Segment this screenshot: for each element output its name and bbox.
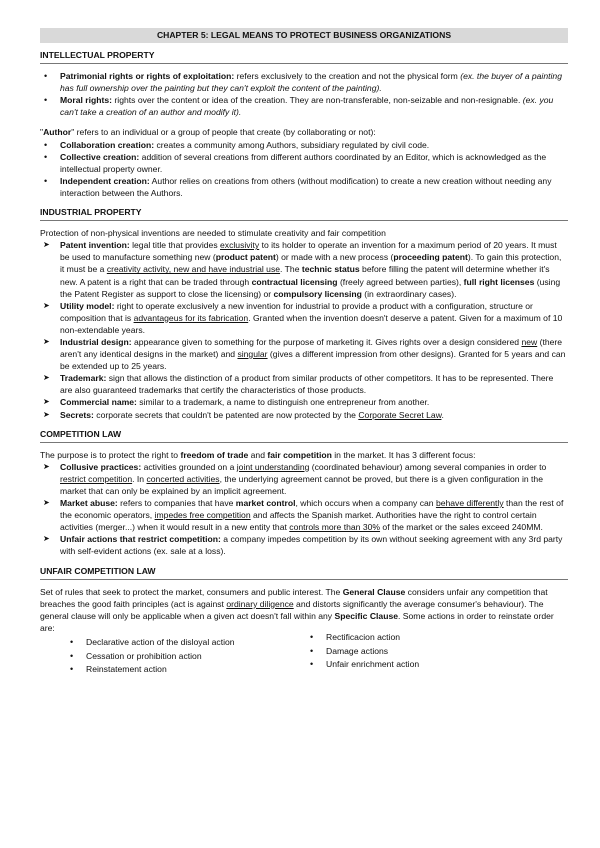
author-paragraph: "Author" refers to an individual or a group of people that create (by collaborating or not): xyxy=(40,127,376,138)
actions-columns xyxy=(40,632,568,677)
list-item: ➤ Utility model: right to operate exclusively a new invention for industrial to provide a product with a configuration, structure or composition that is advantageus for its fabrication. Granted when the invention doesn't deserve a patent. Given for a maximum of 10 non-extendable years. xyxy=(40,300,568,336)
creation-types-list xyxy=(40,139,568,199)
list-item: ➤ Collusive practices: activities grounded on a joint understanding (coordinated behaviour) among several companies in order to restrict competition. In concerted activities, the underlying agreement cannot be proved, but there is a given configuration in the market that can only be explained by an implicit agreement. xyxy=(40,461,568,497)
list-item: • Declarative action of the disloyal action xyxy=(40,636,304,648)
list-item: ➤ Commercial name: similar to a trademark, a name to distinguish one entrepreneur from another. xyxy=(40,396,568,408)
intellectual-rights-list xyxy=(40,70,568,118)
list-item: • Collective creation: addition of several creations from different authors coordinated by an Editor, which is acknowledged as the intellectual property owner. xyxy=(40,151,568,175)
list-item: ➤ Secrets: corporate secrets that couldn't be patented are now protected by the Corporate Secret Law. xyxy=(40,409,568,421)
document-page xyxy=(40,28,568,677)
industrial-intro: Protection of non-physical inventions are needed to stimulate creativity and fair competition xyxy=(40,228,386,239)
list-item: • Collaboration creation: creates a community among Authors, subsidiary regulated by civil code. xyxy=(40,139,568,151)
list-item: • Independent creation: Author relies on creations from others (without modification) to create a new creation without needing any interaction between the Authors. xyxy=(40,175,568,199)
list-item: • Cessation or prohibition action xyxy=(40,650,304,662)
actions-right-list xyxy=(304,631,568,677)
list-item: • Moral rights: rights over the content or idea of the creation. They are non-transferable, non-seizable and non-resignable. (ex. you can't take a creation of an author and modify it). xyxy=(40,94,568,118)
section-heading-unfair: UNFAIR COMPETITION LAW xyxy=(40,565,568,580)
list-item: • Reinstatement action xyxy=(40,663,304,675)
industrial-list xyxy=(40,239,568,420)
actions-left-list xyxy=(40,636,304,677)
list-item: • Unfair enrichment action xyxy=(304,658,568,670)
section-heading-competition: COMPETITION LAW xyxy=(40,428,568,443)
list-item: ➤ Patent invention: legal title that provides exclusivity to its holder to operate an invention for a maximum period of 20 years. It must be used to manufacture something new (product patent) or made with a new process (proceeding patent). To gain this protection, it must be a creativity activity, new and have industrial use. The technic status before filling the patent will determine whether it's new. A patent is a right that can be traded through contractual licensing (freely agreed between parties), full right licenses (using the Patent Register as support to close the licensing) or compulsory licensing (in extraordinary cases). xyxy=(40,239,568,299)
list-item: ➤ Unfair actions that restrict competition: a company impedes competition by its own without seeking agreement with any 3rd party with self-evident actions (ex. sale at a loss). xyxy=(40,533,568,557)
unfair-paragraph: Set of rules that seek to protect the market, consumers and public interest. The General Clause considers unfair any competition that breaches the good faith principles (act is against ordinary diligence and distorts significantly the average consumer's behaviour). The general clause will only be applicable when a given act doesn't fall within any Specific Clause. Some actions in order to reinstate order are: xyxy=(40,586,554,633)
list-item: • Patrimonial rights or rights of exploitation: refers exclusively to the creation and not the physical form (ex. the buyer of a painting has full ownership over the painting but they can't exploit the content of the painting). xyxy=(40,70,568,94)
list-item: • Damage actions xyxy=(304,645,568,657)
chapter-title: CHAPTER 5: LEGAL MEANS TO PROTECT BUSINESS ORGANIZATIONS xyxy=(40,28,568,43)
list-item: • Rectificacion action xyxy=(304,631,568,643)
competition-intro: The purpose is to protect the right to freedom of trade and fair competition in the market. It has 3 different focus: xyxy=(40,449,476,460)
list-item: ➤ Trademark: sign that allows the distinction of a product from similar products of other competitors. It has to be represented. There are also guaranteed trademarks that certify the characteristics of those products. xyxy=(40,372,568,396)
list-item: ➤ Market abuse: refers to companies that have market control, which occurs when a company can behave differently than the rest of the economic operators, impedes free competition and affects the Spanish market. Authorities have the right to control certain activities (merger...) when it would result in a new entity that controls more than 30% of the market or the sales exceed 240MM. xyxy=(40,497,568,533)
list-item: ➤ Industrial design: appearance given to something for the purpose of marketing it. Gives rights over a design considered new (there aren't any identical designs in the market) and singular (gives a different impression from other designs). Granted for 5 years and can be extended up to 25 years. xyxy=(40,336,568,372)
competition-list xyxy=(40,461,568,558)
section-heading-intellectual: INTELLECTUAL PROPERTY xyxy=(40,49,568,64)
section-heading-industrial: INDUSTRIAL PROPERTY xyxy=(40,206,568,221)
